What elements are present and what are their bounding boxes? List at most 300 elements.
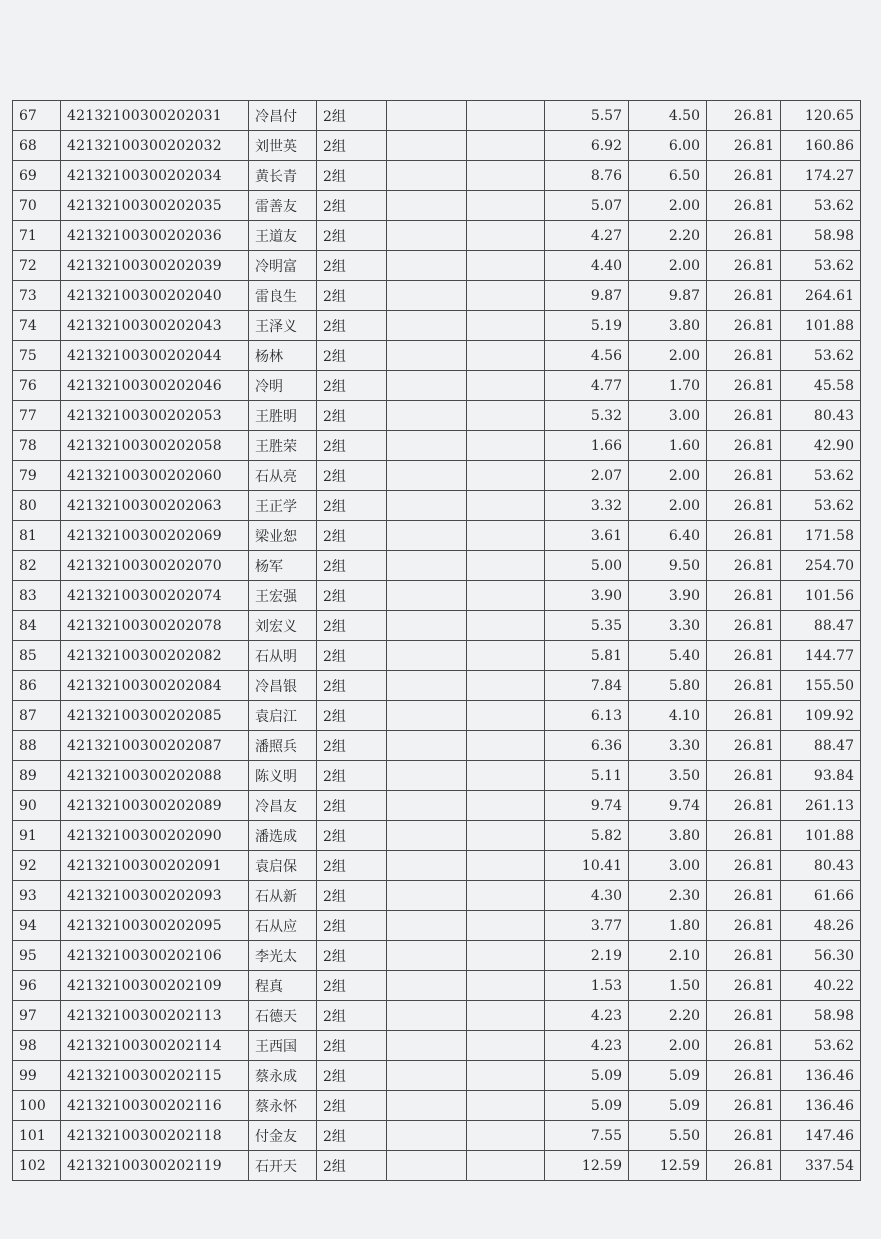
row-number: 74	[13, 311, 61, 341]
household-code: 42132100300202046	[61, 371, 249, 401]
person-name: 冷昌银	[249, 671, 317, 701]
blank-cell	[467, 1061, 545, 1091]
blank-cell	[387, 1061, 467, 1091]
group-cell: 2组	[317, 941, 387, 971]
value-4-cell: 53.62	[781, 341, 861, 371]
group-cell: 2组	[317, 521, 387, 551]
blank-cell	[387, 131, 467, 161]
value-3-cell: 26.81	[707, 761, 781, 791]
blank-cell	[387, 761, 467, 791]
row-number: 99	[13, 1061, 61, 1091]
value-3-cell: 26.81	[707, 251, 781, 281]
group-cell: 2组	[317, 791, 387, 821]
group-cell: 2组	[317, 311, 387, 341]
blank-cell	[387, 671, 467, 701]
blank-cell	[387, 371, 467, 401]
row-number: 98	[13, 1031, 61, 1061]
table-row	[13, 581, 861, 611]
blank-cell	[387, 1151, 467, 1181]
value-3-cell: 26.81	[707, 371, 781, 401]
group-cell: 2组	[317, 1091, 387, 1121]
blank-cell	[387, 431, 467, 461]
row-number: 81	[13, 521, 61, 551]
value-3-cell: 26.81	[707, 1121, 781, 1151]
group-cell: 2组	[317, 821, 387, 851]
value-4-cell: 93.84	[781, 761, 861, 791]
value-3-cell: 26.81	[707, 161, 781, 191]
group-cell: 2组	[317, 611, 387, 641]
table-row	[13, 1121, 861, 1151]
value-1-cell: 5.11	[545, 761, 629, 791]
blank-cell	[387, 971, 467, 1001]
value-1-cell: 3.32	[545, 491, 629, 521]
table-row	[13, 1001, 861, 1031]
row-number: 88	[13, 731, 61, 761]
group-cell: 2组	[317, 131, 387, 161]
value-1-cell: 5.81	[545, 641, 629, 671]
group-cell: 2组	[317, 761, 387, 791]
person-name: 雷善友	[249, 191, 317, 221]
table-row	[13, 371, 861, 401]
blank-cell	[387, 731, 467, 761]
person-name: 潘选成	[249, 821, 317, 851]
blank-cell	[467, 701, 545, 731]
table-row	[13, 191, 861, 221]
ledger-table	[12, 100, 861, 1181]
row-number: 68	[13, 131, 61, 161]
value-3-cell: 26.81	[707, 1061, 781, 1091]
group-cell: 2组	[317, 401, 387, 431]
table-row	[13, 131, 861, 161]
value-1-cell: 5.82	[545, 821, 629, 851]
group-cell: 2组	[317, 581, 387, 611]
value-2-cell: 2.30	[629, 881, 707, 911]
blank-cell	[387, 1001, 467, 1031]
blank-cell	[467, 791, 545, 821]
household-code: 42132100300202116	[61, 1091, 249, 1121]
group-cell: 2组	[317, 731, 387, 761]
value-4-cell: 80.43	[781, 851, 861, 881]
household-code: 42132100300202078	[61, 611, 249, 641]
person-name: 王正学	[249, 491, 317, 521]
value-4-cell: 261.13	[781, 791, 861, 821]
value-2-cell: 1.50	[629, 971, 707, 1001]
value-4-cell: 53.62	[781, 461, 861, 491]
value-1-cell: 6.36	[545, 731, 629, 761]
value-1-cell: 9.87	[545, 281, 629, 311]
value-4-cell: 58.98	[781, 1001, 861, 1031]
value-4-cell: 155.50	[781, 671, 861, 701]
value-1-cell: 4.30	[545, 881, 629, 911]
blank-cell	[467, 1091, 545, 1121]
value-1-cell: 1.53	[545, 971, 629, 1001]
blank-cell	[467, 131, 545, 161]
household-code: 42132100300202044	[61, 341, 249, 371]
value-3-cell: 26.81	[707, 731, 781, 761]
person-name: 付金友	[249, 1121, 317, 1151]
blank-cell	[387, 251, 467, 281]
table-row	[13, 221, 861, 251]
value-1-cell: 5.57	[545, 101, 629, 131]
value-1-cell: 5.35	[545, 611, 629, 641]
value-2-cell: 3.50	[629, 761, 707, 791]
row-number: 79	[13, 461, 61, 491]
table-row	[13, 161, 861, 191]
value-2-cell: 1.80	[629, 911, 707, 941]
group-cell: 2组	[317, 371, 387, 401]
value-1-cell: 8.76	[545, 161, 629, 191]
household-code: 42132100300202088	[61, 761, 249, 791]
blank-cell	[387, 401, 467, 431]
value-2-cell: 1.60	[629, 431, 707, 461]
table-row	[13, 971, 861, 1001]
value-2-cell: 12.59	[629, 1151, 707, 1181]
blank-cell	[467, 1121, 545, 1151]
household-code: 42132100300202036	[61, 221, 249, 251]
table-row	[13, 881, 861, 911]
value-2-cell: 4.10	[629, 701, 707, 731]
household-code: 42132100300202118	[61, 1121, 249, 1151]
group-cell: 2组	[317, 1151, 387, 1181]
value-2-cell: 1.70	[629, 371, 707, 401]
value-3-cell: 26.81	[707, 971, 781, 1001]
value-2-cell: 4.50	[629, 101, 707, 131]
row-number: 96	[13, 971, 61, 1001]
person-name: 石从新	[249, 881, 317, 911]
group-cell: 2组	[317, 431, 387, 461]
value-4-cell: 254.70	[781, 551, 861, 581]
blank-cell	[387, 161, 467, 191]
value-3-cell: 26.81	[707, 431, 781, 461]
value-4-cell: 45.58	[781, 371, 861, 401]
value-1-cell: 4.23	[545, 1031, 629, 1061]
household-code: 42132100300202089	[61, 791, 249, 821]
person-name: 冷明富	[249, 251, 317, 281]
value-2-cell: 9.87	[629, 281, 707, 311]
value-1-cell: 2.19	[545, 941, 629, 971]
value-1-cell: 9.74	[545, 791, 629, 821]
blank-cell	[387, 281, 467, 311]
household-code: 42132100300202031	[61, 101, 249, 131]
person-name: 石从明	[249, 641, 317, 671]
row-number: 78	[13, 431, 61, 461]
value-4-cell: 80.43	[781, 401, 861, 431]
household-code: 42132100300202060	[61, 461, 249, 491]
person-name: 杨林	[249, 341, 317, 371]
row-number: 67	[13, 101, 61, 131]
blank-cell	[387, 851, 467, 881]
value-1-cell: 3.61	[545, 521, 629, 551]
value-3-cell: 26.81	[707, 1151, 781, 1181]
row-number: 90	[13, 791, 61, 821]
household-code: 42132100300202035	[61, 191, 249, 221]
table-row	[13, 911, 861, 941]
group-cell: 2组	[317, 851, 387, 881]
household-code: 42132100300202085	[61, 701, 249, 731]
value-1-cell: 4.27	[545, 221, 629, 251]
value-2-cell: 2.20	[629, 221, 707, 251]
value-4-cell: 160.86	[781, 131, 861, 161]
table-row	[13, 851, 861, 881]
row-number: 87	[13, 701, 61, 731]
value-1-cell: 4.40	[545, 251, 629, 281]
row-number: 84	[13, 611, 61, 641]
value-2-cell: 3.90	[629, 581, 707, 611]
person-name: 袁启江	[249, 701, 317, 731]
value-2-cell: 6.40	[629, 521, 707, 551]
row-number: 72	[13, 251, 61, 281]
person-name: 王胜荣	[249, 431, 317, 461]
value-2-cell: 3.00	[629, 851, 707, 881]
household-code: 42132100300202095	[61, 911, 249, 941]
table-row	[13, 791, 861, 821]
group-cell: 2组	[317, 341, 387, 371]
table-row	[13, 341, 861, 371]
household-code: 42132100300202091	[61, 851, 249, 881]
table-row	[13, 1091, 861, 1121]
value-1-cell: 7.55	[545, 1121, 629, 1151]
blank-cell	[387, 881, 467, 911]
blank-cell	[467, 281, 545, 311]
group-cell: 2组	[317, 191, 387, 221]
value-4-cell: 101.88	[781, 821, 861, 851]
group-cell: 2组	[317, 701, 387, 731]
table-row	[13, 941, 861, 971]
household-code: 42132100300202043	[61, 311, 249, 341]
blank-cell	[387, 221, 467, 251]
value-3-cell: 26.81	[707, 581, 781, 611]
value-1-cell: 3.77	[545, 911, 629, 941]
value-4-cell: 42.90	[781, 431, 861, 461]
value-1-cell: 4.77	[545, 371, 629, 401]
person-name: 王胜明	[249, 401, 317, 431]
blank-cell	[387, 341, 467, 371]
value-3-cell: 26.81	[707, 131, 781, 161]
value-4-cell: 58.98	[781, 221, 861, 251]
person-name: 梁业恕	[249, 521, 317, 551]
group-cell: 2组	[317, 1031, 387, 1061]
table-row	[13, 1061, 861, 1091]
household-code: 42132100300202093	[61, 881, 249, 911]
row-number: 86	[13, 671, 61, 701]
value-4-cell: 171.58	[781, 521, 861, 551]
value-1-cell: 1.66	[545, 431, 629, 461]
value-2-cell: 3.80	[629, 311, 707, 341]
value-1-cell: 3.90	[545, 581, 629, 611]
blank-cell	[467, 461, 545, 491]
blank-cell	[467, 611, 545, 641]
blank-cell	[467, 521, 545, 551]
value-4-cell: 109.92	[781, 701, 861, 731]
blank-cell	[467, 581, 545, 611]
blank-cell	[387, 821, 467, 851]
group-cell: 2组	[317, 671, 387, 701]
blank-cell	[467, 401, 545, 431]
row-number: 94	[13, 911, 61, 941]
blank-cell	[387, 611, 467, 641]
group-cell: 2组	[317, 1001, 387, 1031]
blank-cell	[467, 161, 545, 191]
household-code: 42132100300202058	[61, 431, 249, 461]
household-code: 42132100300202039	[61, 251, 249, 281]
value-4-cell: 53.62	[781, 1031, 861, 1061]
value-4-cell: 147.46	[781, 1121, 861, 1151]
person-name: 王道友	[249, 221, 317, 251]
value-3-cell: 26.81	[707, 1031, 781, 1061]
value-3-cell: 26.81	[707, 191, 781, 221]
blank-cell	[467, 1001, 545, 1031]
blank-cell	[387, 101, 467, 131]
blank-cell	[387, 701, 467, 731]
value-4-cell: 48.26	[781, 911, 861, 941]
value-4-cell: 136.46	[781, 1061, 861, 1091]
row-number: 92	[13, 851, 61, 881]
table-row	[13, 671, 861, 701]
row-number: 85	[13, 641, 61, 671]
value-2-cell: 3.30	[629, 611, 707, 641]
person-name: 冷昌付	[249, 101, 317, 131]
value-1-cell: 10.41	[545, 851, 629, 881]
value-3-cell: 26.81	[707, 851, 781, 881]
value-4-cell: 337.54	[781, 1151, 861, 1181]
blank-cell	[467, 941, 545, 971]
household-code: 42132100300202082	[61, 641, 249, 671]
value-4-cell: 144.77	[781, 641, 861, 671]
blank-cell	[387, 311, 467, 341]
person-name: 王西国	[249, 1031, 317, 1061]
household-code: 42132100300202053	[61, 401, 249, 431]
row-number: 77	[13, 401, 61, 431]
person-name: 王宏强	[249, 581, 317, 611]
blank-cell	[467, 881, 545, 911]
blank-cell	[387, 1121, 467, 1151]
person-name: 蔡永怀	[249, 1091, 317, 1121]
value-4-cell: 264.61	[781, 281, 861, 311]
group-cell: 2组	[317, 101, 387, 131]
value-4-cell: 101.56	[781, 581, 861, 611]
blank-cell	[467, 731, 545, 761]
table-row	[13, 101, 861, 131]
person-name: 冷明	[249, 371, 317, 401]
row-number: 100	[13, 1091, 61, 1121]
person-name: 黄长青	[249, 161, 317, 191]
household-code: 42132100300202114	[61, 1031, 249, 1061]
value-2-cell: 2.00	[629, 461, 707, 491]
value-3-cell: 26.81	[707, 671, 781, 701]
row-number: 82	[13, 551, 61, 581]
blank-cell	[387, 911, 467, 941]
blank-cell	[467, 671, 545, 701]
person-name: 潘照兵	[249, 731, 317, 761]
row-number: 70	[13, 191, 61, 221]
table-row	[13, 611, 861, 641]
value-2-cell: 3.00	[629, 401, 707, 431]
row-number: 89	[13, 761, 61, 791]
row-number: 75	[13, 341, 61, 371]
household-code: 42132100300202119	[61, 1151, 249, 1181]
household-code: 42132100300202074	[61, 581, 249, 611]
blank-cell	[467, 641, 545, 671]
blank-cell	[387, 941, 467, 971]
value-1-cell: 5.00	[545, 551, 629, 581]
group-cell: 2组	[317, 161, 387, 191]
value-2-cell: 2.00	[629, 1031, 707, 1061]
table-row	[13, 311, 861, 341]
value-3-cell: 26.81	[707, 461, 781, 491]
value-2-cell: 2.00	[629, 341, 707, 371]
group-cell: 2组	[317, 551, 387, 581]
group-cell: 2组	[317, 251, 387, 281]
blank-cell	[467, 851, 545, 881]
household-code: 42132100300202084	[61, 671, 249, 701]
person-name: 程真	[249, 971, 317, 1001]
blank-cell	[467, 761, 545, 791]
table-row	[13, 551, 861, 581]
value-3-cell: 26.81	[707, 341, 781, 371]
value-3-cell: 26.81	[707, 551, 781, 581]
row-number: 101	[13, 1121, 61, 1151]
row-number: 102	[13, 1151, 61, 1181]
value-4-cell: 120.65	[781, 101, 861, 131]
row-number: 83	[13, 581, 61, 611]
value-4-cell: 101.88	[781, 311, 861, 341]
blank-cell	[467, 251, 545, 281]
value-4-cell: 56.30	[781, 941, 861, 971]
person-name: 王泽义	[249, 311, 317, 341]
value-1-cell: 5.07	[545, 191, 629, 221]
row-number: 97	[13, 1001, 61, 1031]
household-code: 42132100300202063	[61, 491, 249, 521]
value-2-cell: 2.20	[629, 1001, 707, 1031]
person-name: 袁启保	[249, 851, 317, 881]
group-cell: 2组	[317, 641, 387, 671]
value-3-cell: 26.81	[707, 611, 781, 641]
person-name: 陈义明	[249, 761, 317, 791]
blank-cell	[387, 581, 467, 611]
value-2-cell: 6.00	[629, 131, 707, 161]
blank-cell	[387, 191, 467, 221]
value-3-cell: 26.81	[707, 101, 781, 131]
value-1-cell: 5.32	[545, 401, 629, 431]
row-number: 76	[13, 371, 61, 401]
row-number: 93	[13, 881, 61, 911]
table-row	[13, 731, 861, 761]
blank-cell	[387, 1091, 467, 1121]
blank-cell	[467, 371, 545, 401]
ledger-body	[13, 101, 861, 1181]
blank-cell	[387, 521, 467, 551]
value-4-cell: 61.66	[781, 881, 861, 911]
row-number: 91	[13, 821, 61, 851]
value-3-cell: 26.81	[707, 821, 781, 851]
value-2-cell: 3.80	[629, 821, 707, 851]
group-cell: 2组	[317, 461, 387, 491]
value-4-cell: 88.47	[781, 731, 861, 761]
value-3-cell: 26.81	[707, 1091, 781, 1121]
person-name: 石德天	[249, 1001, 317, 1031]
group-cell: 2组	[317, 221, 387, 251]
table-row	[13, 461, 861, 491]
table-row	[13, 281, 861, 311]
group-cell: 2组	[317, 971, 387, 1001]
blank-cell	[467, 821, 545, 851]
household-code: 42132100300202040	[61, 281, 249, 311]
row-number: 73	[13, 281, 61, 311]
value-3-cell: 26.81	[707, 881, 781, 911]
value-1-cell: 6.13	[545, 701, 629, 731]
value-2-cell: 9.50	[629, 551, 707, 581]
household-code: 42132100300202115	[61, 1061, 249, 1091]
